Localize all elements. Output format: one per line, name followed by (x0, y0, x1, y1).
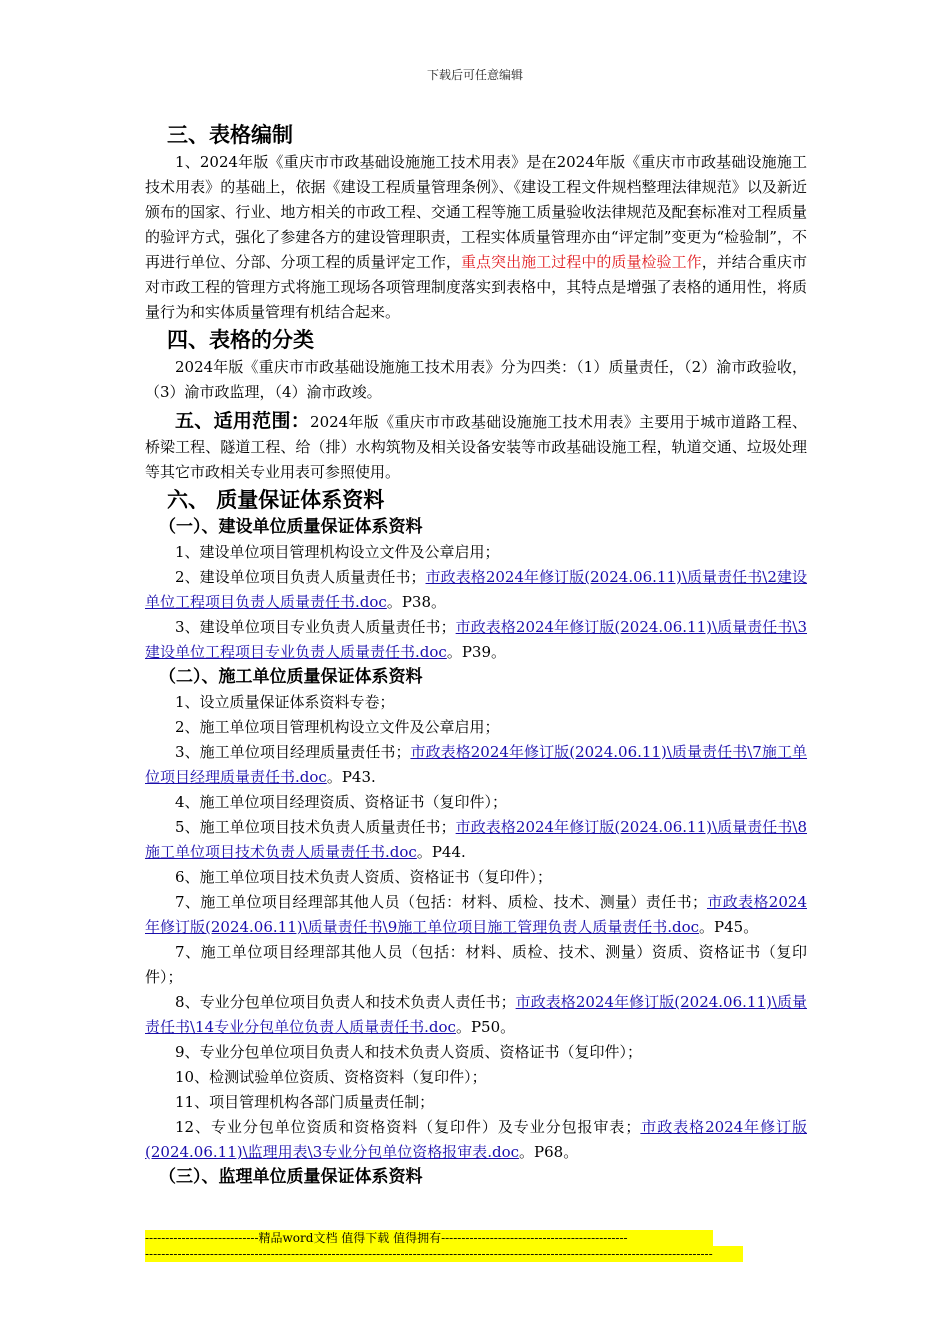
page-ref: 。P39。 (446, 643, 506, 661)
section-4-paragraph: 2024年版《重庆市市政基础设施施工技术用表》分为四类：（1）质量责任，（2）渝市政验收，（3）渝市政监理，（4）渝市政竣。 (145, 358, 807, 401)
paragraph-text: 2024年版《重庆市市政基础设施施工技术用表》主要用于城市道路工程、桥梁工程、隧道工程、给（排）水构筑物及相关设备安装等市政基础设施工程，轨道交通、垃圾处理等其它市政相关专业用表可参照使用。 (145, 413, 807, 481)
item-text: 7、施工单位项目经理部其他人员（包括：材料、质检、技术、测量）责任书； (175, 893, 707, 911)
list-item (145, 615, 807, 665)
footer-divider: -------------------------------------------------------------------------------------------------------------------------------------------- (145, 1246, 743, 1262)
highlighted-text: 重点突出施工过程中的质量检验工作 (460, 253, 702, 271)
list-item: 7、施工单位项目经理部其他人员（包括：材料、质检、技术、测量）资质、资格证书（复印件）； (145, 943, 807, 986)
document-link[interactable]: 市政表格2024年修订版(2024.06.11)\质量责任书\3建设单位工程项目专业负责人质量责任书.doc (145, 618, 807, 661)
document-link[interactable]: 市政表格2024年修订版(2024.06.11)\监理用表\3专业分包单位资格报审表.doc (145, 1118, 807, 1161)
page-ref: 。P43. (326, 768, 376, 786)
list-item (145, 890, 807, 940)
list-item (145, 990, 807, 1040)
document-link[interactable]: 市政表格2024年修订版(2024.06.11)\质量责任书\7施工单位项目经理质量责任书.doc (145, 743, 808, 786)
document-link[interactable]: 市政表格2024年修订版(2024.06.11)\质量责任书\9施工单位项目施工管理负责人质量责任书.doc (145, 893, 807, 936)
page-header: 下载后可任意编辑 (426, 68, 523, 82)
page-ref: 。P38。 (386, 593, 446, 611)
subsection-2-heading: （二）、施工单位质量保证体系资料 (159, 667, 423, 687)
list-item: 2、施工单位项目管理机构设立文件及公章启用； (175, 718, 500, 736)
list-item (145, 815, 807, 865)
page-ref: 。P45。 (699, 918, 759, 936)
item-text: 5、施工单位项目技术负责人质量责任书； (175, 818, 456, 836)
document-link[interactable]: 市政表格2024年修订版(2024.06.11)\质量责任书\8施工单位项目技术负责人质量责任书.doc (145, 818, 807, 861)
section-3-heading: 三、表格编制 (167, 123, 293, 147)
document-link[interactable]: 市政表格2024年修订版(2024.06.11)\质量责任书\14专业分包单位负责人质量责任书.doc (145, 993, 807, 1036)
list-item: 6、施工单位项目技术负责人资质、资格证书（复印件）； (175, 868, 553, 886)
list-item (145, 740, 807, 790)
paragraph-text: ，并结合重庆市对市政工程的管理方式将施工现场各项管理制度落实到表格中，其特点是增强了表格的通用性，将质量行为和实体质量管理有机结合起来。 (145, 253, 807, 321)
list-item (145, 1115, 807, 1165)
section-6-heading: 六、 质量保证体系资料 (167, 488, 385, 512)
item-text: 2、建设单位项目负责人质量责任书； (175, 568, 426, 586)
page-ref: 。P68。 (519, 1143, 579, 1161)
list-item: 11、项目管理机构各部门质量责任制； (175, 1093, 435, 1111)
list-item: 10、检测试验单位资质、资格资料（复印件）； (175, 1068, 487, 1086)
list-item: 1、设立质量保证体系资料专卷； (175, 693, 395, 711)
subsection-3-heading: （三）、监理单位质量保证体系资料 (159, 1167, 423, 1187)
item-text: 3、施工单位项目经理质量责任书； (175, 743, 411, 761)
item-text: 12、专业分包单位资质和资格资料（复印件）及专业分包报审表； (175, 1118, 641, 1136)
page-footer (145, 1230, 743, 1262)
section-5-heading: 五、适用范围： (175, 410, 311, 432)
list-item: 4、施工单位项目经理资质、资格证书（复印件）； (175, 793, 508, 811)
document-link[interactable]: 市政表格2024年修订版(2024.06.11)\质量责任书\2建设单位工程项目负责人质量责任书.doc (145, 568, 808, 611)
page-ref: 。P44. (416, 843, 466, 861)
document-body (145, 120, 807, 1190)
page-ref: 。P50。 (455, 1018, 516, 1036)
section-3-paragraph (145, 150, 807, 325)
section-4-heading: 四、表格的分类 (167, 328, 314, 352)
list-item: 1、建设单位项目管理机构设立文件及公章启用； (175, 543, 500, 561)
section-5-paragraph (145, 409, 807, 485)
subsection-1-heading: （一）、建设单位质量保证体系资料 (159, 517, 423, 537)
item-text: 3、建设单位项目专业负责人质量责任书； (175, 618, 456, 636)
paragraph-text: 1、2024年版《重庆市市政基础设施施工技术用表》是在2024年版《重庆市市政基础设施施工技术用表》的基础上，依据《建设工程质量管理条例》、《建设工程文件规档整理法律规范》以及新近颁布的国家、行业、地方相关的市政工程、交通工程等施工质量验收法律规范及配套标准对工程质量的验评方式，强化了参建各方的建设管理职责，工程实体质量管理亦由“评定制”变更为“检验制”，不再进行单位、分部、分项工程的质量评定工作， (145, 153, 807, 271)
list-item: 9、专业分包单位项目负责人和技术负责人资质、资格证书（复印件）； (175, 1043, 643, 1061)
footer-banner: ----------------------------精品word文档 值得下载 值得拥有---------------------------------------------- (145, 1230, 713, 1246)
list-item (145, 565, 807, 615)
item-text: 8、专业分包单位项目负责人和技术负责人责任书； (175, 993, 516, 1011)
